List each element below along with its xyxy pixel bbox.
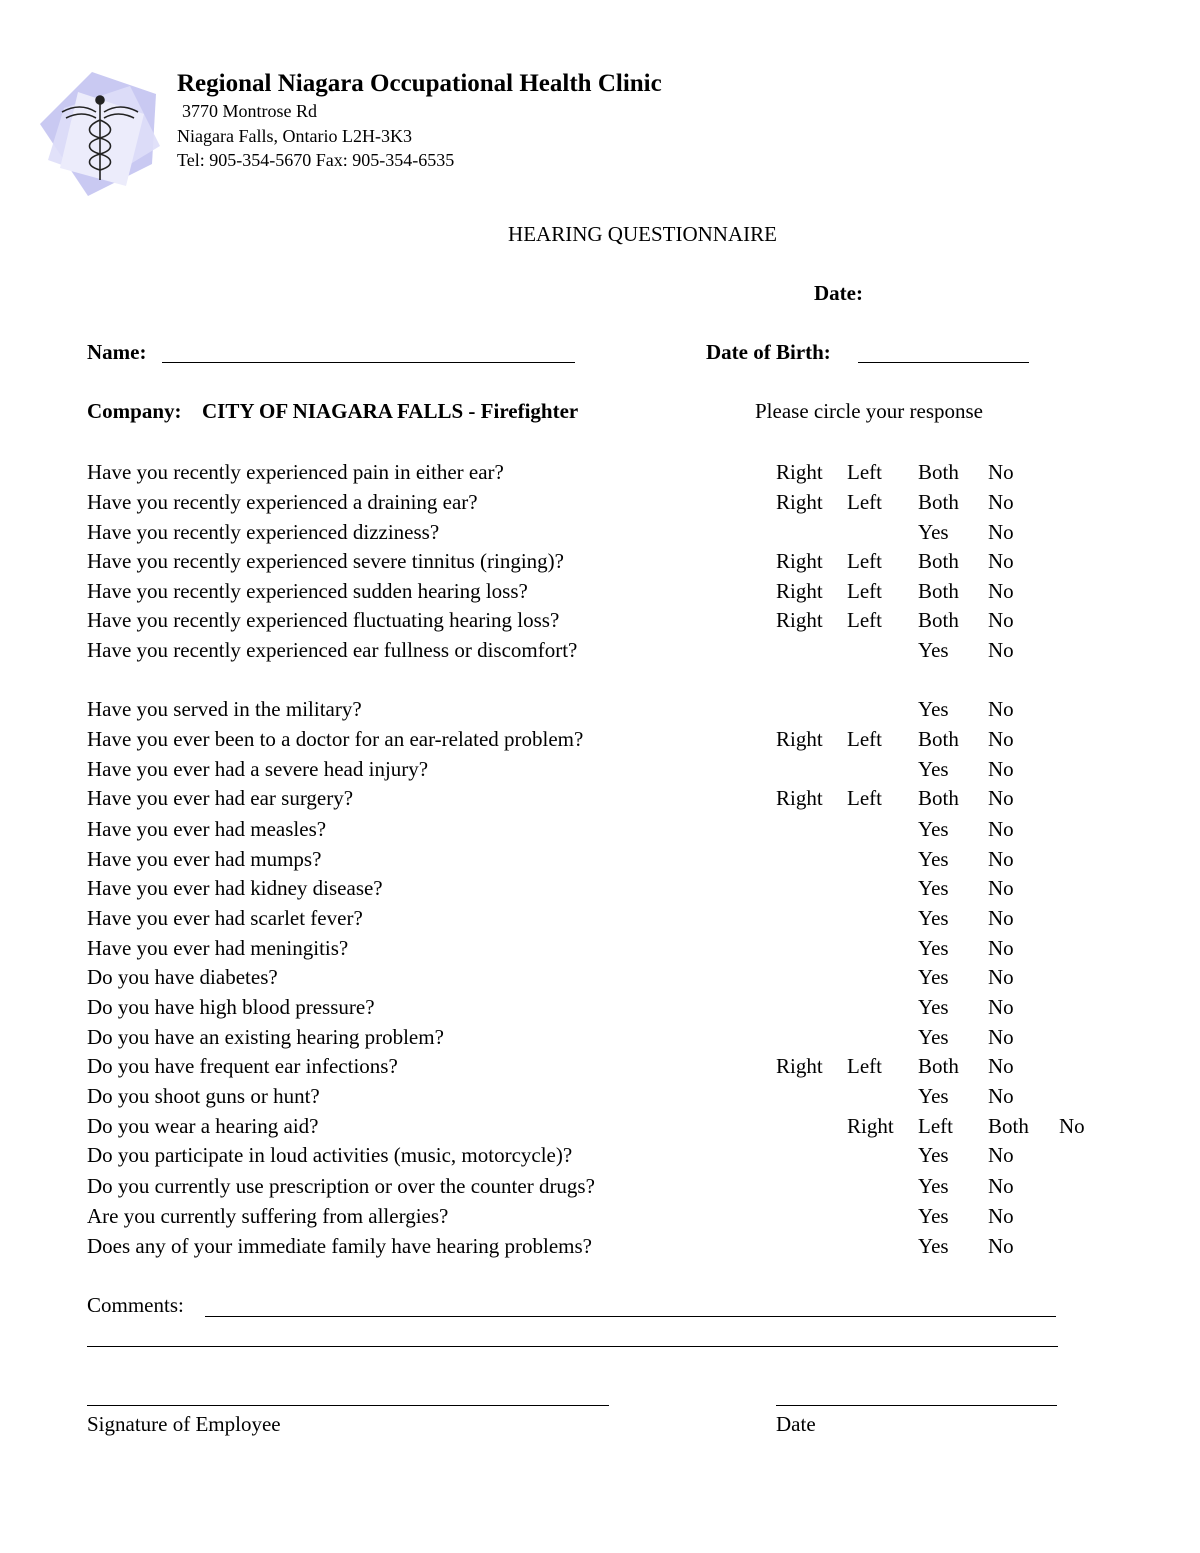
comments-field-line-2[interactable] [87, 1346, 1058, 1347]
question-row [0, 1116, 1200, 1146]
option-no[interactable]: No [1059, 1114, 1085, 1138]
clinic-address-city: Niagara Falls, Ontario L2H-3K3 [177, 126, 412, 146]
question-text: Do you have diabetes? [87, 965, 278, 989]
clinic-address-street: 3770 Montrose Rd [182, 101, 317, 121]
option-yes[interactable]: Yes [918, 1025, 949, 1049]
question-text: Have you ever had mumps? [87, 847, 322, 871]
question-text: Have you recently experienced fluctuating hearing loss? [87, 608, 560, 632]
option-no[interactable]: No [988, 817, 1014, 841]
option-both[interactable]: Both [918, 549, 959, 573]
clinic-name: Regional Niagara Occupational Health Clinic [177, 70, 662, 97]
option-no[interactable]: No [988, 876, 1014, 900]
question-row [0, 759, 1200, 789]
option-no[interactable]: No [988, 1174, 1014, 1198]
option-right[interactable]: Right [776, 549, 823, 573]
option-left[interactable]: Left [847, 1054, 882, 1078]
question-row [0, 551, 1200, 581]
question-row [0, 1086, 1200, 1116]
comments-label: Comments: [87, 1293, 184, 1317]
question-text: Have you recently experienced a draining ear? [87, 490, 478, 514]
question-row [0, 849, 1200, 879]
option-left[interactable]: Left [847, 460, 882, 484]
option-yes[interactable]: Yes [918, 906, 949, 930]
question-row [0, 462, 1200, 492]
option-yes[interactable]: Yes [918, 1204, 949, 1228]
option-yes[interactable]: Yes [918, 1174, 949, 1198]
question-text: Does any of your immediate family have hearing problems? [87, 1234, 593, 1258]
option-both[interactable]: Both [988, 1114, 1029, 1138]
option-no[interactable]: No [988, 608, 1014, 632]
question-text: Do you shoot guns or hunt? [87, 1084, 320, 1108]
question-row [0, 967, 1200, 997]
question-text: Have you ever had a severe head injury? [87, 757, 429, 781]
option-no[interactable]: No [988, 1234, 1014, 1258]
option-left[interactable]: Left [847, 490, 882, 514]
question-text: Are you currently suffering from allergies? [87, 1204, 449, 1228]
date-label: Date: [814, 281, 863, 305]
company-value: CITY OF NIAGARA FALLS - Firefighter [202, 399, 579, 423]
question-text: Do you wear a hearing aid? [87, 1114, 319, 1138]
question-row [0, 610, 1200, 640]
question-row [0, 819, 1200, 849]
instruction-text: Please circle your response [755, 399, 983, 423]
question-text: Have you ever had measles? [87, 817, 327, 841]
page-title: HEARING QUESTIONNAIRE [508, 222, 777, 246]
question-row [0, 699, 1200, 729]
caduceus-logo-icon [34, 68, 164, 200]
option-no[interactable]: No [988, 549, 1014, 573]
option-no[interactable]: No [988, 786, 1014, 810]
question-row [0, 1056, 1200, 1086]
option-both[interactable]: Both [918, 579, 959, 603]
option-no[interactable]: No [988, 1025, 1014, 1049]
option-no[interactable]: No [988, 847, 1014, 871]
option-right[interactable]: Right [776, 608, 823, 632]
option-yes[interactable]: Yes [918, 995, 949, 1019]
question-text: Have you ever had kidney disease? [87, 876, 383, 900]
question-text: Have you ever had scarlet fever? [87, 906, 363, 930]
question-text: Do you have high blood pressure? [87, 995, 375, 1019]
option-left[interactable]: Left [847, 786, 882, 810]
option-yes[interactable]: Yes [918, 1084, 949, 1108]
option-no[interactable]: No [988, 460, 1014, 484]
question-text: Have you recently experienced dizziness? [87, 520, 440, 544]
question-row [0, 1236, 1200, 1266]
question-row [0, 938, 1200, 968]
question-row [0, 1145, 1200, 1175]
question-row [0, 997, 1200, 1027]
question-text: Do you have frequent ear infections? [87, 1054, 398, 1078]
question-row [0, 640, 1200, 670]
option-both[interactable]: Both [918, 490, 959, 514]
company-label: Company: [87, 399, 182, 423]
option-both[interactable]: Both [918, 1054, 959, 1078]
option-no[interactable]: No [988, 638, 1014, 662]
option-right[interactable]: Right [776, 786, 823, 810]
option-yes[interactable]: Yes [918, 697, 949, 721]
question-text: Have you recently experienced sudden hearing loss? [87, 579, 528, 603]
signature-date-label: Date [776, 1412, 816, 1436]
option-right[interactable]: Right [776, 1054, 823, 1078]
question-text: Have you ever had ear surgery? [87, 786, 354, 810]
question-text: Have you recently experienced severe tinnitus (ringing)? [87, 549, 564, 573]
name-label: Name: [87, 340, 147, 364]
option-no[interactable]: No [988, 995, 1014, 1019]
option-no[interactable]: No [988, 490, 1014, 514]
option-yes[interactable]: Yes [918, 1143, 949, 1167]
option-right[interactable]: Right [847, 1114, 894, 1138]
option-left[interactable]: Left [847, 579, 882, 603]
option-left[interactable]: Left [847, 549, 882, 573]
option-yes[interactable]: Yes [918, 638, 949, 662]
question-text: Have you served in the military? [87, 697, 362, 721]
option-yes[interactable]: Yes [918, 965, 949, 989]
option-no[interactable]: No [988, 1204, 1014, 1228]
option-no[interactable]: No [988, 697, 1014, 721]
option-left[interactable]: Left [918, 1114, 953, 1138]
option-no[interactable]: No [988, 936, 1014, 960]
question-row [0, 492, 1200, 522]
question-row [0, 908, 1200, 938]
option-right[interactable]: Right [776, 579, 823, 603]
option-yes[interactable]: Yes [918, 876, 949, 900]
question-row [0, 729, 1200, 759]
option-yes[interactable]: Yes [918, 936, 949, 960]
question-text: Have you ever been to a doctor for an ear-related problem? [87, 727, 584, 751]
option-right[interactable]: Right [776, 727, 823, 751]
option-yes[interactable]: Yes [918, 520, 949, 544]
option-no[interactable]: No [988, 906, 1014, 930]
signature-label: Signature of Employee [87, 1412, 281, 1436]
question-row [0, 1206, 1200, 1236]
option-no[interactable]: No [988, 1054, 1014, 1078]
option-both[interactable]: Both [918, 786, 959, 810]
question-text: Do you have an existing hearing problem? [87, 1025, 444, 1049]
signature-field[interactable] [87, 1405, 609, 1406]
question-row [0, 581, 1200, 611]
option-no[interactable]: No [988, 520, 1014, 544]
question-text: Do you currently use prescription or over the counter drugs? [87, 1174, 595, 1198]
question-text: Have you recently experienced ear fullness or discomfort? [87, 638, 578, 662]
question-text: Have you ever had meningitis? [87, 936, 349, 960]
option-no[interactable]: No [988, 727, 1014, 751]
option-yes[interactable]: Yes [918, 1234, 949, 1258]
option-left[interactable]: Left [847, 727, 882, 751]
option-both[interactable]: Both [918, 460, 959, 484]
option-left[interactable]: Left [847, 608, 882, 632]
question-row [0, 522, 1200, 552]
option-both[interactable]: Both [918, 727, 959, 751]
option-no[interactable]: No [988, 579, 1014, 603]
question-row [0, 788, 1200, 818]
question-row [0, 1176, 1200, 1206]
option-yes[interactable]: Yes [918, 757, 949, 781]
option-right[interactable]: Right [776, 460, 823, 484]
question-row [0, 1027, 1200, 1057]
question-text: Do you participate in loud activities (music, motorcycle)? [87, 1143, 573, 1167]
option-no[interactable]: No [988, 965, 1014, 989]
option-yes[interactable]: Yes [918, 847, 949, 871]
signature-date-field[interactable] [776, 1405, 1057, 1406]
clinic-contact: Tel: 905-354-5670 Fax: 905-354-6535 [177, 150, 455, 170]
option-yes[interactable]: Yes [918, 817, 949, 841]
dob-label: Date of Birth: [706, 340, 831, 364]
comments-field-line-1[interactable] [205, 1316, 1056, 1317]
option-both[interactable]: Both [918, 608, 959, 632]
name-field[interactable] [162, 362, 575, 363]
option-no[interactable]: No [988, 1143, 1014, 1167]
question-text: Have you recently experienced pain in either ear? [87, 460, 504, 484]
question-row [0, 878, 1200, 908]
option-right[interactable]: Right [776, 490, 823, 514]
dob-field[interactable] [858, 362, 1029, 363]
option-no[interactable]: No [988, 757, 1014, 781]
option-no[interactable]: No [988, 1084, 1014, 1108]
